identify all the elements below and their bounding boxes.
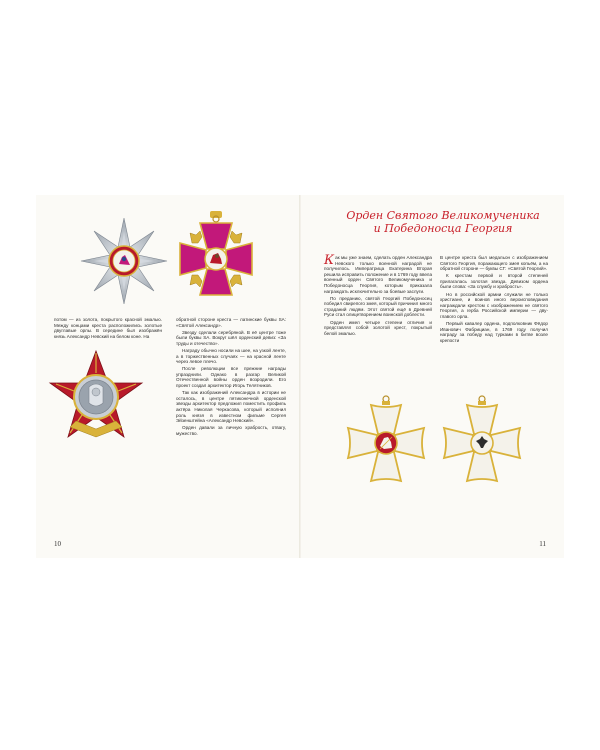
paragraph: После революции все прежние награды упразднили. Однако в разгар Великой Отечественной войны орден возродили. Его проект создал архитектор Игорь Телятников. bbox=[176, 366, 286, 389]
paragraph: Орден давали за личную храбрость, отвагу, мужество. bbox=[176, 425, 286, 436]
paragraph: Но в российской армии служили не только христиане, и воинов иного вероисповедания награждали крестом с изображением не святого Георгия, а герба Российской империи — двуглавого орла. bbox=[440, 291, 548, 319]
right-col-1 bbox=[324, 255, 432, 338]
paragraph: Так как изображений Александра в истории не осталось, в центре пятиконечной орденской звезды архитектор предложил поместить профиль актёра Николая Черкасова, который исполнил роль князя в известном фильме Сергея Эйзенштейна «Александр Невский». bbox=[176, 390, 286, 424]
page-number-left: 10 bbox=[54, 540, 61, 548]
right-page bbox=[300, 195, 564, 558]
cross-of-order-image bbox=[176, 211, 256, 307]
right-col-2 bbox=[440, 255, 548, 345]
paragraph: Награду обычно носили на шее, на узкой ленте, а в торжественных случаях — на красной ленте через левое плечо. bbox=[176, 347, 286, 365]
star-of-order-image bbox=[80, 217, 168, 305]
left-page bbox=[36, 195, 300, 558]
paragraph: Орден имел четыре степени отличия и представлял собой золотой крест, покрытый белой эмалью. bbox=[324, 319, 432, 336]
chapter-title bbox=[334, 209, 552, 235]
paragraph: Звезду сделали серебряной. В её центре тоже были буквы SA. Вокруг шёл орденский девиз: «За труды и отечество». bbox=[176, 329, 286, 346]
soviet-order-image bbox=[46, 349, 146, 445]
paragraph: По преданию, святой Георгий Победоносец победил свирепого змея, который причинил много страданий людям. Этот святой ещё в Древней Руси стал олицетворением воинской доблести. bbox=[324, 295, 432, 318]
paragraph: обратной стороне креста — латинские буквы SA: «Святой Александр». bbox=[176, 317, 286, 328]
paragraph-text: ак мы уже знаем, сделать орден Александра Невского только военной наградой не получилось. Императрица Екатерина Вторая решила исправить положение и в 1769 году ввела военный орден Святого Великомученика и Победоносца Георгия, которым приказала награждать исключительно за боевые заслуги. bbox=[324, 255, 432, 294]
left-col-2 bbox=[176, 317, 286, 438]
paragraph: потом — из золота, покрытого красной эмалью. Между концами креста расположились золотые двуглавые орлы. В середине был изображён князь Александр Невский на белом коне. На bbox=[54, 317, 162, 339]
left-col-1 bbox=[54, 317, 162, 341]
paragraph: К крестам первой и второй степеней прилагалась золотая звезда. Девизом ордена были слова: «За службу и храбрость». bbox=[440, 273, 548, 290]
st-george-cross-back-image bbox=[440, 395, 524, 491]
book-spread bbox=[36, 195, 564, 558]
chapter-title-line-2: и Победоносца Георгия bbox=[373, 222, 513, 235]
st-george-cross-front-image bbox=[344, 395, 428, 491]
chapter-title-line-1: Орден Святого Великомученика bbox=[346, 209, 540, 222]
paragraph: Первый кавалер ордена, подполковник Фёдор Иванович Фабрициан, в 1769 году получил награду за победу над турками в битве возле крепости bbox=[440, 321, 548, 343]
drop-cap: К bbox=[324, 253, 335, 268]
page-number-right: 11 bbox=[539, 540, 546, 548]
paragraph: В центре креста был медальон с изображением Святого Георгия, поражающего змея копьём, а на обратной стороне — буквы СГ: «Святой Георгий». bbox=[440, 255, 548, 272]
paragraph bbox=[324, 255, 432, 294]
